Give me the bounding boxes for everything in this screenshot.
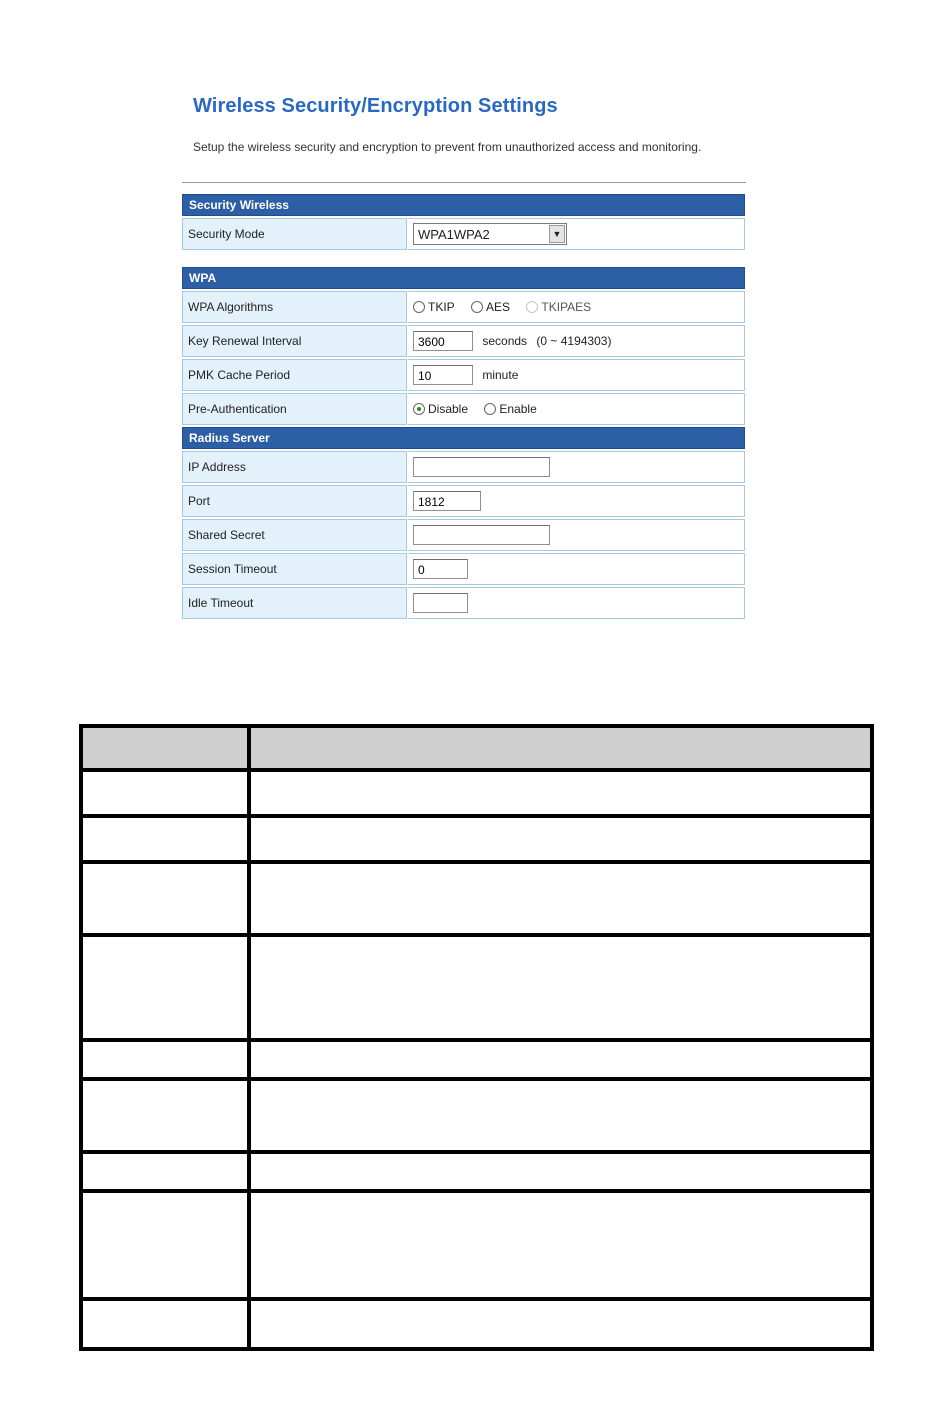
section-header-wpa: WPA — [182, 267, 745, 289]
pmk-cache-unit: minute — [482, 368, 519, 382]
aes-radio[interactable] — [471, 301, 483, 313]
wpa-table — [182, 265, 745, 621]
pre-auth-enable-radio[interactable] — [484, 403, 496, 415]
table-cell — [249, 1040, 872, 1079]
table-row — [81, 862, 872, 935]
table-cell — [249, 1299, 872, 1349]
table-row — [81, 1040, 872, 1079]
aes-radio-label: AES — [486, 300, 511, 315]
pre-auth-disable-radio[interactable] — [413, 403, 425, 415]
table-row — [81, 1299, 872, 1349]
page-description: Setup the wireless security and encryption to prevent from unauthorized access and monitoring. — [193, 140, 702, 154]
table-cell — [81, 1079, 249, 1151]
description-header-cell — [81, 726, 249, 770]
security-mode-select[interactable] — [413, 223, 567, 245]
description-table — [79, 724, 874, 1351]
session-timeout-label: Session Timeout — [182, 553, 407, 585]
table-cell — [81, 1299, 249, 1349]
tkip-radio[interactable] — [413, 301, 425, 313]
table-cell — [249, 1079, 872, 1151]
table-cell — [249, 1191, 872, 1299]
session-timeout-input[interactable]: 0 — [413, 559, 468, 579]
section-header-security-wireless: Security Wireless — [182, 194, 745, 216]
table-cell — [81, 1152, 249, 1191]
table-cell — [249, 770, 872, 815]
key-renewal-input[interactable]: 3600 — [413, 331, 473, 351]
security-mode-label: Security Mode — [182, 218, 407, 250]
table-cell — [249, 862, 872, 935]
security-mode-value: WPA1WPA2 — [418, 226, 490, 242]
pre-auth-group — [407, 393, 745, 425]
table-cell — [81, 816, 249, 862]
pre-auth-label: Pre-Authentication — [182, 393, 407, 425]
ip-address-input[interactable] — [413, 457, 550, 477]
pmk-cache-label: PMK Cache Period — [182, 359, 407, 391]
key-renewal-range: (0 ~ 4194303) — [536, 334, 612, 348]
page-title: Wireless Security/Encryption Settings — [193, 95, 558, 117]
table-row — [81, 770, 872, 815]
table-row — [81, 1152, 872, 1191]
description-header-cell — [249, 726, 872, 770]
tkipaes-radio — [526, 301, 538, 313]
key-renewal-unit: seconds — [482, 334, 528, 348]
table-cell — [249, 935, 872, 1040]
table-cell — [81, 770, 249, 815]
shared-secret-input[interactable] — [413, 525, 550, 545]
table-cell — [81, 1191, 249, 1299]
pmk-cache-input[interactable]: 10 — [413, 365, 473, 385]
table-cell — [81, 862, 249, 935]
table-cell — [249, 816, 872, 862]
idle-timeout-input[interactable] — [413, 593, 468, 613]
port-input[interactable]: 1812 — [413, 491, 481, 511]
tkip-radio-label: TKIP — [428, 300, 455, 315]
ip-address-label: IP Address — [182, 451, 407, 483]
tkipaes-radio-label: TKIPAES — [541, 300, 592, 315]
table-row — [81, 816, 872, 862]
section-header-radius: Radius Server — [182, 427, 745, 449]
idle-timeout-label: Idle Timeout — [182, 587, 407, 619]
chevron-down-icon[interactable]: ▼ — [549, 225, 565, 243]
pre-auth-disable-label: Disable — [428, 402, 469, 417]
pre-auth-enable-label: Enable — [499, 402, 537, 417]
security-wireless-table — [182, 192, 745, 252]
table-row — [81, 1191, 872, 1299]
table-row — [81, 1079, 872, 1151]
table-cell — [81, 935, 249, 1040]
table-cell — [81, 1040, 249, 1079]
port-label: Port — [182, 485, 407, 517]
table-cell — [249, 1152, 872, 1191]
wpa-algorithms-label: WPA Algorithms — [182, 291, 407, 323]
shared-secret-label: Shared Secret — [182, 519, 407, 551]
wpa-algorithms-group — [407, 291, 745, 323]
key-renewal-label: Key Renewal Interval — [182, 325, 407, 357]
divider — [182, 182, 746, 183]
table-row — [81, 935, 872, 1040]
